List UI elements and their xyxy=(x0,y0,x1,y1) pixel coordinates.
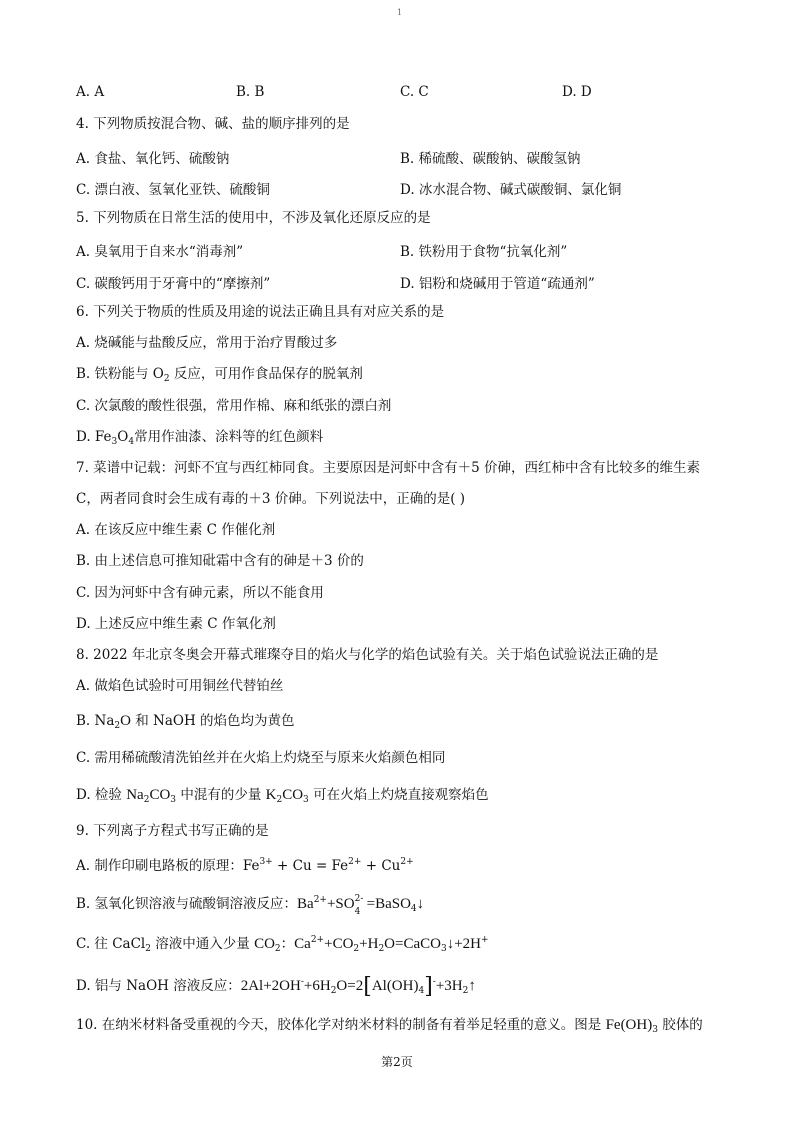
q8-stem: 8. 2022 年北京冬奥会开幕式璀璨夺目的焰火与化学的焰色试验有关。关于焰色试验说法正确的是 xyxy=(76,647,659,663)
q9-a-mid1: + Cu = Fe xyxy=(272,858,349,874)
q9-b-so: +SO xyxy=(326,896,355,912)
q8-b-sub: 2 xyxy=(114,721,121,731)
q4-stem: 4. 下列物质按混合物、碱、盐的顺序排列的是 xyxy=(76,116,350,132)
q10-text2: 胶体的 xyxy=(657,1017,703,1033)
q8-d-k: K xyxy=(265,787,277,803)
q8-option-c: C. 需用稀硫酸清洗铂丝并在火焰上灼烧至与原来火焰颜色相同 xyxy=(76,750,446,766)
q8-b-o: O xyxy=(120,713,131,729)
q9-c-sub2: 2 xyxy=(353,944,360,954)
q9-b-stack xyxy=(354,894,367,917)
q9-d-eq4: +3H xyxy=(435,978,463,994)
header-mark: 1 xyxy=(397,8,403,17)
q8-d-post: 可在火焰上灼烧直接观察焰色 xyxy=(308,787,489,803)
q9-option-c xyxy=(76,931,489,958)
q9-d-sup2: - xyxy=(432,977,436,987)
q9-d-sup1: - xyxy=(300,977,304,987)
q9-c-sub0: 2 xyxy=(145,944,151,954)
q9-c-h: +H xyxy=(359,936,379,952)
q9-d-al: Al xyxy=(371,978,387,994)
q5-option-d: D. 铝粉和烧碱用于管道“疏通剂” xyxy=(400,276,595,292)
q6-b-text2: 反应，可用作食品保存的脱氧剂 xyxy=(169,366,363,382)
q9-c-colon: ： xyxy=(280,936,295,952)
q3-option-d: D. D xyxy=(562,84,592,100)
q8-b-na: B. Na xyxy=(76,713,115,729)
q9-c-o: O=CaCO xyxy=(384,936,441,952)
q5-option-b: B. 铁粉用于食物“抗氧化剂” xyxy=(400,244,568,260)
q9-a-sup3: 2+ xyxy=(400,857,414,867)
q9-a-sup1: 3+ xyxy=(259,857,273,867)
q6-option-d xyxy=(76,428,323,451)
q9-b-pre: B. 氢氧化钡溶液与硫酸铜溶液反应： xyxy=(76,896,298,912)
q9-b-sub: 4 xyxy=(410,904,417,914)
q5-options-row1 xyxy=(76,240,736,258)
q5-options-row2 xyxy=(76,272,736,290)
q9-option-b xyxy=(76,891,424,918)
q9-c-sup1: 2+ xyxy=(310,935,325,945)
q9-a-sup2: 2+ xyxy=(348,857,362,867)
q6-option-c: C. 次氯酸的酸性很强，常用作棉、麻和纸张的漂白剂 xyxy=(76,398,392,414)
q8-d-na: Na xyxy=(126,787,144,803)
q9-b-arrow: ↓ xyxy=(416,896,425,912)
q8-d-sub3: 2 xyxy=(276,795,283,805)
q7-stem-line1: 7. 菜谱中记载：河虾不宜与西红柿同食。主要原因是河虾中含有＋5 价砷，西红柿中含有比较多的维生素 xyxy=(76,460,701,476)
q6-b-text: B. 铁粉能与 O xyxy=(76,366,164,382)
q3-options xyxy=(76,84,736,102)
q9-c-arrow: ↓ xyxy=(446,936,455,952)
q9-option-d xyxy=(76,973,476,1000)
q5-stem: 5. 下列物质在日常生活的使用中，不涉及氧化还原反应的是 xyxy=(76,210,431,226)
q4-option-b: B. 稀硫酸、碳酸钠、碳酸氢钠 xyxy=(400,151,581,167)
q6-option-a: A. 烧碱能与盐酸反应，常用于治疗胃酸过多 xyxy=(76,335,338,351)
q7-option-a: A. 在该反应中维生素 C 作催化剂 xyxy=(76,522,276,538)
q6-d-fe: D. Fe xyxy=(76,429,112,445)
q9-b-charge: 2- xyxy=(354,894,364,904)
q8-d-sub4: 3 xyxy=(303,795,309,805)
q9-d-eq1: 2Al+2OH xyxy=(240,978,301,994)
q9-a-mid2: + Cu xyxy=(361,858,401,874)
q6-stem: 6. 下列关于物质的性质及用途的说法正确且具有对应关系的是 xyxy=(76,304,445,320)
q8-d-sub1: 2 xyxy=(143,795,150,805)
q9-d-oh: (OH) xyxy=(386,978,419,994)
q10-fe: Fe(OH) xyxy=(605,1017,653,1033)
q8-d-sub2: 3 xyxy=(170,795,177,805)
q9-c-co2: CO xyxy=(254,936,275,952)
q9-c-plus: +CO xyxy=(324,936,354,952)
q7-option-d: D. 上述反应中维生素 C 作氧化剂 xyxy=(76,616,276,632)
q9-d-rbracket: ] xyxy=(424,974,433,999)
q5-option-c: C. 碳酸钙用于牙膏中的“摩擦剂” xyxy=(76,276,271,292)
q9-d-eq2: +6H xyxy=(303,978,331,994)
q3-option-c: C. C xyxy=(400,84,429,100)
q8-option-d xyxy=(76,786,489,809)
q8-option-b xyxy=(76,712,295,735)
q8-option-a: A. 做焰色试验时可用铜丝代替铂丝 xyxy=(76,678,284,694)
q4-option-c: C. 漂白液、氢氧化亚铁、硫酸铜 xyxy=(76,182,270,198)
q9-c-end: +2H xyxy=(454,936,481,952)
q9-c-sub3: 2 xyxy=(378,944,385,954)
q7-option-b: B. 由上述信息可推知砒霜中含有的砷是＋3 价的 xyxy=(76,553,364,569)
q9-d-sub2: 4 xyxy=(418,986,425,996)
q10-sub: 3 xyxy=(652,1025,658,1035)
q6-d-sub1: 3 xyxy=(111,437,118,447)
q9-d-sub3: 2 xyxy=(462,986,469,996)
q8-d-mid: 中混有的少量 xyxy=(176,787,266,803)
q10-stem xyxy=(76,1016,703,1039)
q3-option-b: B. B xyxy=(236,84,265,100)
q9-b-eq: =BaSO xyxy=(366,896,411,912)
q9-c-sub1: 2 xyxy=(274,944,281,954)
q4-options-row2 xyxy=(76,178,736,196)
page-number: 第2页 xyxy=(381,1055,413,1069)
q9-c-pre: C. 往 CaCl xyxy=(76,936,146,952)
q9-d-lbracket: [ xyxy=(363,974,372,999)
q8-d-pre: D. 检验 xyxy=(76,787,127,803)
q9-c-mid: 溶液中通入少量 xyxy=(150,936,255,952)
q10-text: 10. 在纳米材料备受重视的今天，胶体化学对纳米材料的制备有着举足轻重的意义。图是 xyxy=(76,1017,606,1033)
q4-options-row1 xyxy=(76,147,736,165)
q8-d-co: CO xyxy=(149,787,171,803)
q6-d-o: O xyxy=(117,429,129,445)
q6-d-text: 常用作油漆、涂料等的红色颜料 xyxy=(134,429,324,445)
q3-option-a: A. A xyxy=(76,84,105,100)
q9-stem: 9. 下列离子方程式书写正确的是 xyxy=(76,823,269,839)
q6-b-sub: 2 xyxy=(163,374,170,384)
q6-d-sub2: 4 xyxy=(128,437,135,447)
q8-b-text: 和 NaOH 的焰色均为黄色 xyxy=(130,713,295,729)
q9-b-sup1: 2+ xyxy=(313,895,327,905)
q9-a-pre: A. 制作印刷电路板的原理：Fe xyxy=(76,858,260,874)
q6-option-b xyxy=(76,365,363,388)
q9-option-a xyxy=(76,853,414,875)
q7-option-c: C. 因为河虾中含有砷元素，所以不能食用 xyxy=(76,585,324,601)
q9-d-arrow: ↑ xyxy=(468,978,476,994)
q8-d-co2: CO xyxy=(282,787,304,803)
q9-c-sub4: 3 xyxy=(440,944,447,954)
q5-option-a: A. 臭氧用于自来水“消毒剂” xyxy=(76,244,244,260)
q9-b-sub4: 4 xyxy=(354,907,361,917)
q9-b-ba: Ba xyxy=(297,896,314,912)
q7-stem-line2: C，两者同食时会生成有毒的＋3 价砷。下列说法中，正确的是( ) xyxy=(76,491,466,507)
q9-d-sub1: 2 xyxy=(330,986,337,996)
q4-option-a: A. 食盐、氧化钙、硫酸钠 xyxy=(76,151,230,167)
q9-d-eq3: O=2 xyxy=(336,978,364,994)
q4-option-d: D. 冰水混合物、碱式碳酸铜、氯化铜 xyxy=(400,182,622,198)
q9-d-pre: D. 铝与 NaOH 溶液反应： xyxy=(76,978,241,994)
q9-c-ca: Ca xyxy=(294,936,311,952)
q9-c-sup2: + xyxy=(481,935,489,945)
